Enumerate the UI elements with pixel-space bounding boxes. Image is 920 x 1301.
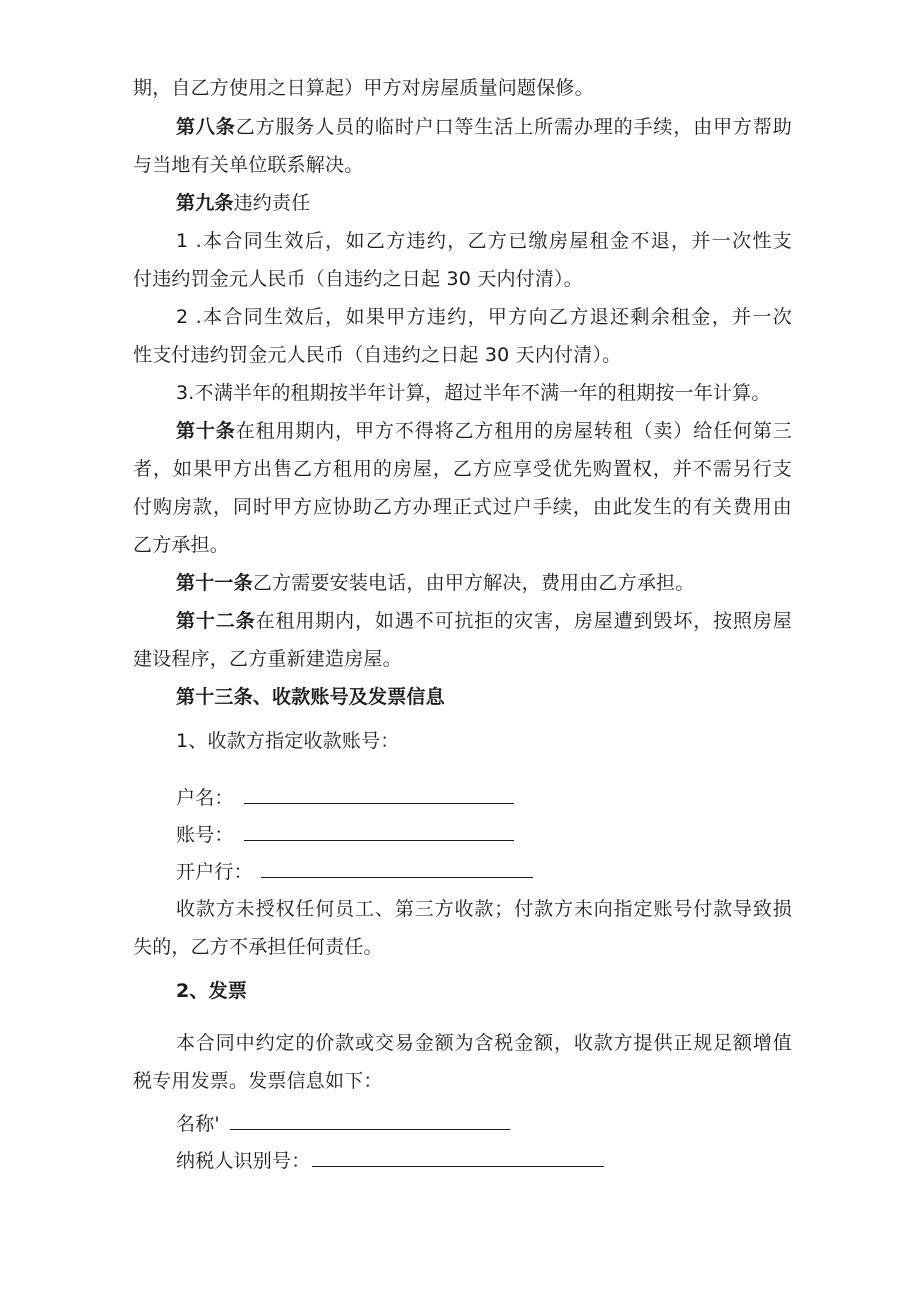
invoice-text: 税专用发票。发票信息如下： xyxy=(133,1070,383,1092)
account-number-blank[interactable] xyxy=(244,820,514,841)
article-10-title: 第十条 xyxy=(176,420,236,442)
tax-id-field xyxy=(176,1146,604,1173)
invoice-name-label: 名称' xyxy=(176,1113,220,1135)
article-9-item-2-line-1 xyxy=(176,305,792,329)
article-10-text: 乙方承担。 xyxy=(133,534,230,556)
bank-blank[interactable] xyxy=(261,857,533,878)
article-9-item-2-text: 性支付违约罚金元人民币（自违约之日起 30 天内付清）。 xyxy=(133,344,622,366)
payment-note-text: 失的，乙方不承担任何责任。 xyxy=(133,936,383,958)
article-9-heading xyxy=(176,191,310,215)
article-11-text: 乙方需要安装电话，由甲方解决，费用由乙方承担。 xyxy=(252,572,695,594)
article-12-text: 在租用期内，如遇不可抗拒的灾害，房屋遭到毁坏，按照房屋 xyxy=(255,610,792,632)
tax-id-label: 纳税人识别号： xyxy=(176,1150,311,1172)
payment-note-line-1 xyxy=(176,897,792,921)
article-12-line-2 xyxy=(133,647,402,671)
article-9-item-1-text: 付违约罚金元人民币（自违约之日起 30 天内付清）。 xyxy=(133,268,583,290)
article-9-item-2-text: 2 .本合同生效后，如果甲方违约，甲方向乙方退还剩余租金，并一次 xyxy=(176,306,792,328)
article-13-title xyxy=(176,685,445,709)
article-13-section-1 xyxy=(176,729,400,753)
article-8-text: 与当地有关单位联系解决。 xyxy=(133,154,364,176)
article-8-text: 乙方服务人员的临时户口等生活上所需办理的手续，由甲方帮助 xyxy=(235,116,792,138)
article-9-item-1-line-2 xyxy=(133,267,583,291)
invoice-name-blank[interactable] xyxy=(230,1109,510,1130)
article-9-item-3 xyxy=(176,381,771,405)
article-8-line-2 xyxy=(133,153,363,177)
article-8-line-1 xyxy=(176,115,792,139)
account-name-blank[interactable] xyxy=(244,783,514,804)
article-10-text: 在租用期内，甲方不得将乙方租用的房屋转租（卖）给任何第三 xyxy=(235,420,792,442)
article-12-title: 第十二条 xyxy=(176,610,256,632)
article-9-title: 第九条 xyxy=(176,192,234,214)
article-9-item-1-text: 1 .本合同生效后，如乙方违约，乙方已缴房屋租金不退，并一次性支 xyxy=(176,230,792,252)
article-10-line-4 xyxy=(133,533,229,557)
bank-label: 开户行： xyxy=(176,861,253,883)
article-9-subject: 违约责任 xyxy=(233,192,311,214)
account-number-field xyxy=(176,820,514,847)
article-13-title-text: 第十三条、收款账号及发票信息 xyxy=(176,686,445,708)
paragraph-text: 期，自乙方使用之日算起）甲方对房屋质量问题保修。 xyxy=(133,77,594,99)
tax-id-blank[interactable] xyxy=(312,1146,604,1167)
article-10-text: 付购房款，同时甲方应协助乙方办理正式过户手续，由此发生的有关费用由 xyxy=(133,496,792,518)
article-12-text: 建设程序，乙方重新建造房屋。 xyxy=(133,648,402,670)
invoice-text: 本合同中约定的价款或交易金额为含税金额，收款方提供正规足额增值 xyxy=(176,1032,792,1054)
account-number-label: 账号： xyxy=(176,824,234,846)
bank-field xyxy=(176,857,533,884)
invoice-text-line-1 xyxy=(176,1031,792,1055)
payment-note-line-2 xyxy=(133,935,383,959)
article-11 xyxy=(176,571,694,595)
article-10-line-2 xyxy=(133,457,792,481)
article-13-section-2 xyxy=(176,979,247,1003)
section-2-heading: 2、发票 xyxy=(176,980,248,1002)
invoice-text-line-2 xyxy=(133,1069,383,1093)
section-1-heading: 1、收款方指定收款账号： xyxy=(176,730,400,752)
article-10-line-1 xyxy=(176,419,792,443)
article-12-line-1 xyxy=(176,609,792,633)
article-8-title: 第八条 xyxy=(176,116,236,138)
article-11-title: 第十一条 xyxy=(176,572,253,594)
article-10-line-3 xyxy=(133,495,792,519)
article-9-item-3-text: 3.不满半年的租期按半年计算，超过半年不满一年的租期按一年计算。 xyxy=(176,382,771,404)
invoice-name-field xyxy=(176,1109,510,1136)
article-9-item-1-line-1 xyxy=(176,229,792,253)
account-name-label: 户名： xyxy=(176,787,234,809)
account-name-field xyxy=(176,783,514,810)
paragraph-line xyxy=(133,76,594,100)
article-10-text: 者，如果甲方出售乙方租用的房屋，乙方应享受优先购置权，并不需另行支 xyxy=(133,458,792,480)
article-9-item-2-line-2 xyxy=(133,343,621,367)
payment-note-text: 收款方未授权任何员工、第三方收款；付款方未向指定账号付款导致损 xyxy=(176,898,792,920)
